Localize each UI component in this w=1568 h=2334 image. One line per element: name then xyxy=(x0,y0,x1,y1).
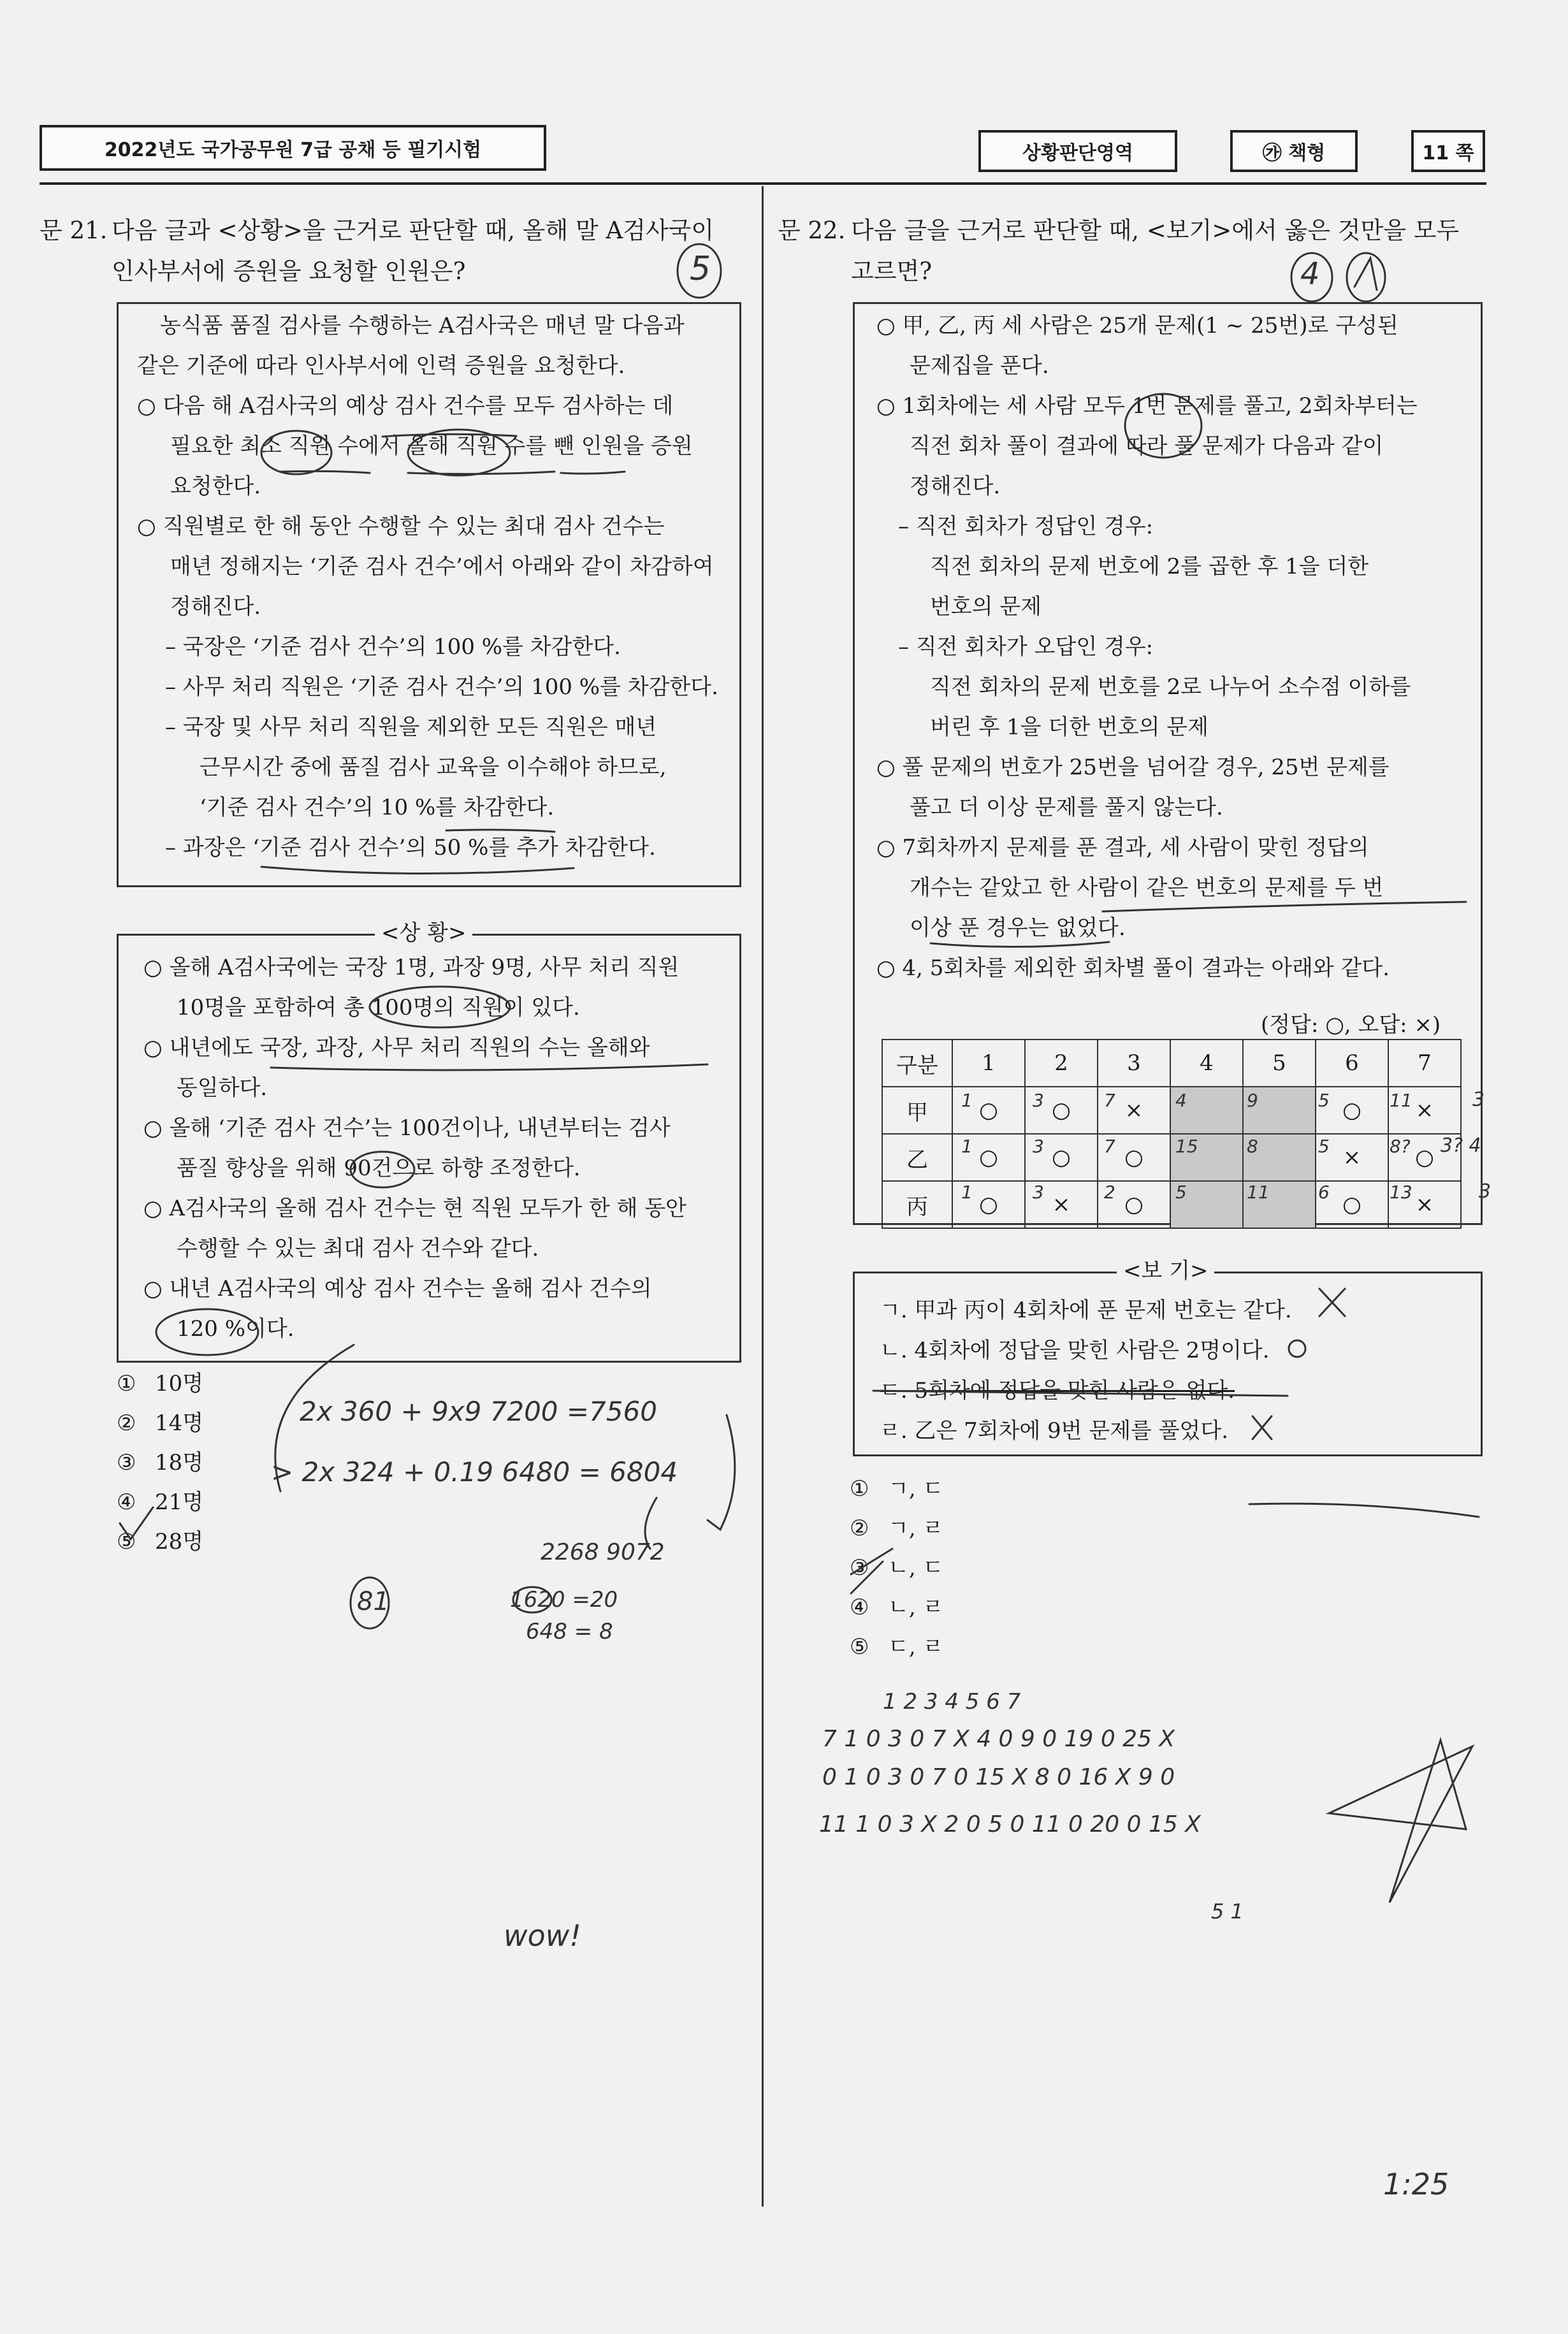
exam-title: 2022년도 국가공무원 7급 공채 등 필기시험 xyxy=(104,139,482,161)
passage-line: – 직전 회차가 정답인 경우: xyxy=(898,514,1154,539)
table-cell: × xyxy=(1098,1087,1170,1134)
column-divider xyxy=(762,186,764,2207)
hw-calc-line: 81 xyxy=(357,1587,389,1616)
choice-item[interactable]: ⑤ ㄷ, ㄹ xyxy=(850,1634,944,1660)
q21-number: 문 21. xyxy=(40,217,108,244)
choice-item[interactable]: ① ㄱ, ㄷ xyxy=(850,1476,944,1502)
passage-line: ○ 4, 5회차를 제외한 회차별 풀이 결과는 아래와 같다. xyxy=(876,955,1390,981)
passage-line: 같은 기준에 따라 인사부서에 인력 증원을 요청한다. xyxy=(137,353,625,379)
table-header-cell: 3 xyxy=(1098,1040,1170,1087)
bogi-item: ㄴ. 4회차에 정답을 맞힌 사람은 2명이다. xyxy=(880,1338,1270,1363)
choice-item[interactable]: ④ 21명 xyxy=(117,1490,204,1515)
row-label: 甲 xyxy=(882,1087,952,1134)
row-label: 丙 xyxy=(882,1181,952,1228)
q22-question-line: 고르면? xyxy=(851,257,933,285)
passage-line: – 국장 및 사무 처리 직원을 제외한 모든 직원은 매년 xyxy=(165,714,657,740)
passage-line: 요청한다. xyxy=(170,474,261,499)
situation-line: ○ 올해 ‘기준 검사 건수’는 100건이나, 내년부터는 검사 xyxy=(143,1115,671,1141)
passage-line: ○ 甲, 乙, 丙 세 사람은 25개 문제(1 ~ 25번)로 구성된 xyxy=(876,313,1398,338)
table-cell: ○ xyxy=(1098,1181,1170,1228)
passage-line: ‘기준 검사 건수’의 10 %를 차감한다. xyxy=(200,795,555,820)
table-cell: ○ xyxy=(1316,1087,1388,1134)
hw-scratch-row: 7 1 0 3 0 7 X 4 0 9 0 19 0 25 X xyxy=(822,1726,1175,1752)
hw-calc-line: 2268 9072 xyxy=(541,1539,665,1565)
booklet-label: ㉮ 책형 xyxy=(1262,142,1326,164)
page-number-box xyxy=(1411,130,1485,172)
situation-line: 품질 향상을 위해 90건으로 하향 조정한다. xyxy=(177,1156,581,1181)
table-cell: × xyxy=(1025,1181,1098,1228)
passage-line: 버린 후 1을 더한 번호의 문제 xyxy=(930,714,1209,740)
hw-footer-note: 1:25 xyxy=(1383,2167,1449,2201)
q22-passage xyxy=(876,306,1418,989)
passage-line: 정해진다. xyxy=(910,474,1001,499)
table-cell: ○ xyxy=(1025,1134,1098,1181)
q22-number: 문 22. xyxy=(778,217,846,244)
table-cell: ○ xyxy=(1316,1181,1388,1228)
situation-line: 10명을 포함하여 총 100명의 직원이 있다. xyxy=(177,995,580,1020)
hw-scratch-row: 0 1 0 3 0 7 0 15 X 8 0 16 X 9 0 xyxy=(822,1764,1175,1790)
situation-line: 수행할 수 있는 최대 검사 건수와 같다. xyxy=(177,1236,539,1261)
booklet-box xyxy=(1230,130,1358,172)
passage-line: ○ 직원별로 한 해 동안 수행할 수 있는 최대 검사 건수는 xyxy=(137,514,665,539)
hw-calc-line: > 2x 324 + 0.19 6480 = 6804 xyxy=(271,1456,678,1488)
table-cell: ○ xyxy=(1098,1134,1170,1181)
passage-line: 직전 회차의 문제 번호를 2로 나누어 소수점 이하를 xyxy=(930,674,1411,700)
table-header-cell: 4 xyxy=(1170,1040,1243,1087)
passage-line: – 국장은 ‘기준 검사 건수’의 100 %를 차감한다. xyxy=(165,634,621,660)
choice-item[interactable]: ④ ㄴ, ㄹ xyxy=(850,1595,944,1620)
passage-line: 문제집을 푼다. xyxy=(910,353,1049,379)
bogi-item: ㄱ. 甲과 丙이 4회차에 푼 문제 번호는 같다. xyxy=(880,1298,1292,1323)
hw-table-side-note: 3 xyxy=(1479,1180,1492,1203)
table-header-row xyxy=(882,1040,1461,1087)
table-header-cell: 1 xyxy=(952,1040,1025,1087)
row-label: 乙 xyxy=(882,1134,952,1181)
q21-question xyxy=(112,210,714,292)
q21-question-line: 인사부서에 증원을 요청할 인원은? xyxy=(112,257,466,285)
passage-line: 매년 정해지는 ‘기준 검사 건수’에서 아래와 같이 차감하여 xyxy=(170,554,714,579)
hw-bottom-numbers: 5 1 xyxy=(1211,1899,1244,1924)
hw-calc-line: 2x 360 + 9x9 7200 =7560 xyxy=(300,1396,657,1427)
table-header-cell: 6 xyxy=(1316,1040,1388,1087)
q22-bogi xyxy=(880,1291,1292,1451)
page-number: 11 쪽 xyxy=(1422,142,1474,164)
table-cell: ○ xyxy=(952,1181,1025,1228)
passage-line: – 직전 회차가 오답인 경우: xyxy=(898,634,1154,660)
choice-item[interactable]: ③ ㄴ, ㄷ xyxy=(850,1555,944,1581)
situation-line: ○ 올해 A검사국에는 국장 1명, 과장 9명, 사무 처리 직원 xyxy=(143,955,679,980)
hw-q22-answer: 4 xyxy=(1300,256,1320,292)
choice-item[interactable]: ⑤ 28명 xyxy=(117,1529,204,1555)
passage-line: 개수는 같았고 한 사람이 같은 번호의 문제를 두 번 xyxy=(910,875,1384,901)
passage-line: ○ 풀 문제의 번호가 25번을 넘어갈 경우, 25번 문제를 xyxy=(876,755,1390,780)
table-cell: ○ xyxy=(1025,1087,1098,1134)
choice-item[interactable]: ③ 18명 xyxy=(117,1450,204,1475)
table-cell: ○ xyxy=(952,1134,1025,1181)
q22-choices xyxy=(850,1469,943,1667)
q22-question-line: 다음 글을 근거로 판단할 때, <보기>에서 옳은 것만을 모두 xyxy=(851,217,1460,244)
choice-item[interactable]: ② ㄱ, ㄹ xyxy=(850,1516,944,1541)
q21-choices xyxy=(117,1364,203,1562)
situation-line: 동일하다. xyxy=(177,1075,268,1101)
q22-question xyxy=(851,210,1459,292)
table-header-cell: 2 xyxy=(1025,1040,1098,1087)
passage-line: 정해진다. xyxy=(170,594,261,620)
hw-wow: wow! xyxy=(504,1918,581,1953)
table-header-cell: 5 xyxy=(1243,1040,1316,1087)
passage-line: ○ 1회차에는 세 사람 모두 1번 문제를 풀고, 2회차부터는 xyxy=(876,393,1418,419)
hw-calc-line: 1620 =20 xyxy=(510,1587,618,1613)
q21-situation xyxy=(143,948,686,1349)
hw-scratch-header: 1 2 3 4 5 6 7 xyxy=(883,1689,1021,1714)
situation-line: ○ 내년 A검사국의 예상 검사 건수는 올해 검사 건수의 xyxy=(143,1276,652,1301)
situation-line: ○ A검사국의 올해 검사 건수는 현 직원 모두가 한 해 동안 xyxy=(143,1196,687,1221)
bogi-item: ㄷ. 5회차에 정답을 맞힌 사람은 없다. xyxy=(880,1378,1235,1403)
passage-line: 직전 회차 풀이 결과에 따라 풀 문제가 다음과 같이 xyxy=(910,433,1384,459)
header-rule xyxy=(40,182,1486,185)
choice-item[interactable]: ② 14명 xyxy=(117,1410,204,1436)
section-label: 상황판단영역 xyxy=(1022,142,1133,164)
passage-line: 직전 회차의 문제 번호에 2를 곱한 후 1을 더한 xyxy=(930,554,1369,579)
hw-calc-line: 648 = 8 xyxy=(526,1619,613,1644)
section-box xyxy=(978,130,1177,172)
table-header-cell: 7 xyxy=(1388,1040,1461,1087)
exam-title-box xyxy=(40,125,546,171)
passage-line: 이상 푼 경우는 없었다. xyxy=(910,915,1126,941)
hw-table-side-note: 3 xyxy=(1472,1089,1485,1111)
table-cell: × xyxy=(1388,1087,1461,1134)
table-cell: × xyxy=(1316,1134,1388,1181)
passage-line: 필요한 최소 직원 수에서 올해 직원 수를 뺀 인원을 증원 xyxy=(170,433,693,459)
q21-question-line: 다음 글과 <상황>을 근거로 판단할 때, 올해 말 A검사국이 xyxy=(112,217,715,244)
q22-legend: (정답: ○, 오답: ×) xyxy=(1261,1012,1441,1038)
passage-line: 근무시간 중에 품질 검사 교육을 이수해야 하므로, xyxy=(200,755,667,780)
situation-line: 120 %이다. xyxy=(177,1316,294,1342)
q21-passage xyxy=(137,306,718,868)
passage-line: 풀고 더 이상 문제를 풀지 않는다. xyxy=(910,795,1223,820)
q22-bogi-title: <보 기> xyxy=(1117,1258,1214,1284)
hw-q21-answer: 5 xyxy=(690,250,711,288)
hw-scratch-row: 11 1 0 3 X 2 0 5 0 11 0 20 0 15 X xyxy=(819,1811,1201,1837)
passage-line: ○ 다음 해 A검사국의 예상 검사 건수를 모두 검사하는 데 xyxy=(137,393,674,419)
table-cell: ○ xyxy=(952,1087,1025,1134)
choice-item[interactable]: ① 10명 xyxy=(117,1371,204,1396)
passage-line: ○ 7회차까지 문제를 푼 결과, 세 사람이 맞힌 정답의 xyxy=(876,835,1369,860)
bogi-item: ㄹ. 乙은 7회차에 9번 문제를 풀었다. xyxy=(880,1418,1229,1444)
passage-line: 농식품 품질 검사를 수행하는 A검사국은 매년 말 다음과 xyxy=(160,313,685,338)
q21-situation-title: <상 황> xyxy=(375,920,472,946)
table-header-cell: 구분 xyxy=(882,1040,952,1087)
table-cell: ○ xyxy=(1388,1134,1461,1181)
table-cell: × xyxy=(1388,1181,1461,1228)
situation-line: ○ 내년에도 국장, 과장, 사무 처리 직원의 수는 올해와 xyxy=(143,1035,650,1061)
passage-line: 번호의 문제 xyxy=(930,594,1042,620)
passage-line: – 과장은 ‘기준 검사 건수’의 50 %를 추가 차감한다. xyxy=(165,835,656,860)
passage-line: – 사무 처리 직원은 ‘기준 검사 건수’의 100 %를 차감한다. xyxy=(165,674,718,700)
hw-table-side-note: 3? 4 xyxy=(1441,1134,1481,1157)
exam-page: 2022년도 국가공무원 7급 공채 등 필기시험 상황판단영역 ㉮ 책형 11 쪽 문 21. 다음 글과 <상황>을 근거로 판단할 때, 올해 말 A검사국이 인사부서에 증원을 요청할 인원은? 농식품 품질 검사를 수행하는 A검사국은 매년 말 다음과 같은 기준에 따라 인사부서에 인력 증원을 요청한다. ○ 다음 해 A검사국의 예상 검사 건수를 모두 검사하는 데 필요한 최소 직원 수에서 올해 직원 수를 뺀 인원을 증원 요청한다. ○ 직원별로 한 해 동안 수행할 수 있는 최대 검사 건수는 매년 정해지는 ‘기준 검사 건수’에서 아래와 같이 차감하여 정해진다. – 국장은 ‘기준 검사 건수’의 100 %를 차감한다. – 사무 처리 직원은 ‘기준 검사 건수’의 100 %를 차감한다. – 국장 및 사무 처리 직원을 제외한 모든 직원은 매년 근무시간 중에 품질 검사 교육을 이수해야 하므로, ‘기준 검사 건수’의 10 %를 차감한다. – 과장은 ‘기준 검사 건수’의 50 %를 추가 차감한다. <상 황> ○ 올해 A검사국에는 국장 1명, 과장 9명, 사무 처리 직원 10명을 포함하여 총 100명의 직원이 있다. ○ 내년에도 국장, 과장, 사무 처리 직원의 수는 올해와 동일하다. ○ 올해 ‘기준 검사 건수’는 100건이나, 내년부터는 검사 품질 향상을 위해 90건으로 하향 조정한다. ○ A검사국의 올해 검사 건수는 현 직원 모두가 한 해 동안 수행할 수 있는 최대 검사 건수와 같다. ○ 내년 A검사국의 예상 검사 건수는 올해 검사 건수의 120 %이다. ① 10명 ② 14명 ③ 18명 ④ 21명 ⑤ 28명 문 22. 다음 글을 근거로 판단할 때, <보기>에서 옳은 것만을 모두 고르면? ○ 甲, 乙, 丙 세 사람은 25개 문제(1 ~ 25번)로 구성된 문제집을 푼다. ○ 1회차에는 세 사람 모두 1번 문제를 풀고, 2회차부터는 직전 회차 풀이 결과에 따라 풀 문제가 다음과 같이 정해진다. – 직전 회차가 정답인 경우: 직전 회차의 문제 번호에 2를 곱한 후 1을 더한 번호의 문제 – 직전 회차가 오답인 경우: 직전 회차의 문제 번호를 2로 나누어 소수점 이하를 버린 후 1을 더한 번호의 문제 ○ 풀 문제의 번호가 25번을 넘어갈 경우, 25번 문제를 풀고 더 이상 문제를 풀지 않는다. ○ 7회차까지 문제를 푼 결과, 세 사람이 맞힌 정답의 개수는 같았고 한 사람이 같은 번호의 문제를 두 번 이상 푼 경우는 없었다. ○ 4, 5회차를 제외한 회차별 풀이 결과는 아래와 같다. (정답: ○, 오답: ×) 구분 1 2 3 4 5 6 7 甲 ○ ○ × ○ × 乙 ○ ○ ○ × ○ 丙 ○ × ○ ○ × <보 기> ㄱ. 甲과 丙이 4회차에 푼 문제 번호는 같다. ㄴ. 4회차에 정답을 맞힌 사람은 2명이다. ㄷ. 5회차에 정답을 맞힌 사람은 없다. ㄹ. 乙은 7회차에 9번 문제를 풀었다. ① ㄱ, ㄷ ② ㄱ, ㄹ ③ ㄴ, ㄷ ④ ㄴ, ㄹ ⑤ ㄷ, ㄹ 5 2x 360 + 9x9 7200 =7560 > 2x 324 + 0.19 6480 = 6804 2268 9072 81 1620 =20 648 = 8 wow! 4 1 3 7 4 9 5 11 1 3 7 15 8 5 8? 1 3 2 5 11 6 13 3 3? 4 3 1 2 3 4 5 6 7 7 1 0 3 0 7 X 4 0 9 0 19 0 25 X 0 1 0 3 0 7 0 15 X 8 0 16 X 9 0 11 1 0 3 X 2 0 5 0 11 0 20 0 15 X 5 1 1:25 xyxy=(0,0,1568,2334)
